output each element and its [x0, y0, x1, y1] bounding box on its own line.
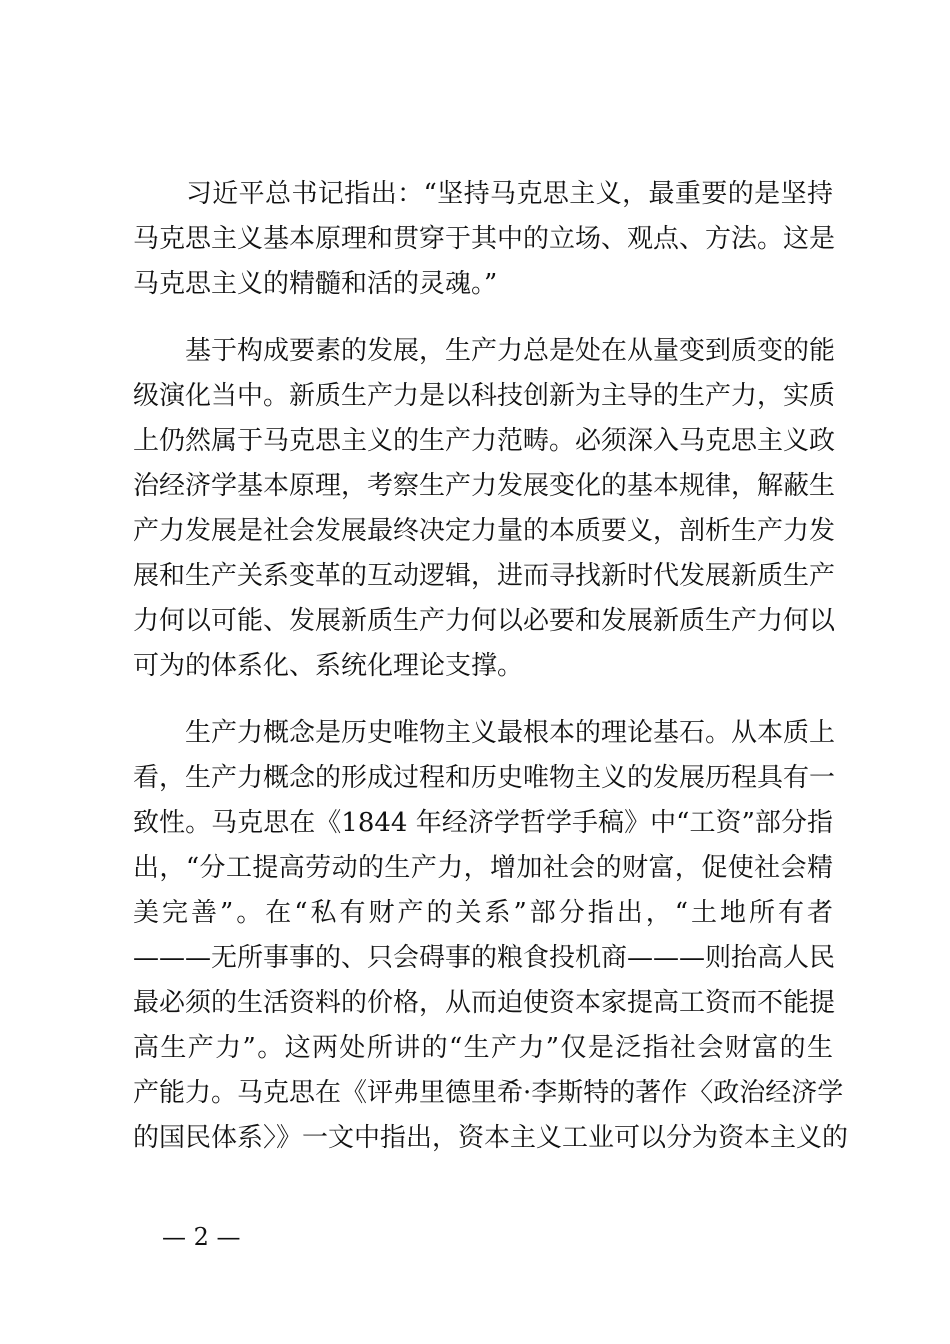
paragraph-1-line-1: 习近平总书记指出：“坚持马克思主义，最重要的是坚持 [133, 179, 833, 209]
paragraph-3-line-7: 最必须的生活资料的价格，从而迫使资本家提高工资而不能提 [133, 988, 836, 1018]
paragraph-3-line-2: 看，生产力概念的形成过程和历史唯物主义的发展历程具有一 [133, 763, 836, 793]
paragraph-2-line-2: 级演化当中。新质生产力是以科技创新为主导的生产力，实质 [133, 381, 836, 411]
paragraph-1-line-2: 马克思主义基本原理和贯穿于其中的立场、观点、方法。这是 [133, 224, 836, 254]
paragraph-2-line-5: 产力发展是社会发展最终决定力量的本质要义，剖析生产力发 [133, 516, 836, 546]
paragraph-3-line-4: 出，“分工提高劳动的生产力，增加社会的财富，促使社会精 [133, 853, 833, 883]
paragraph-3-line-10: 的国民体系〉》一文中指出，资本主义工业可以分为资本主义的 [133, 1123, 849, 1153]
paragraph-2-line-7: 力何以可能、发展新质生产力何以必要和发展新质生产力何以 [133, 606, 836, 636]
paragraph-3-line-5: 美完善”。在“私有财产的关系”部分指出，“土地所有者 [133, 898, 833, 928]
paragraph-2-line-6: 展和生产关系变革的互动逻辑，进而寻找新时代发展新质生产 [133, 561, 836, 591]
paragraph-1-line-3: 马克思主义的精髓和活的灵魂。” [133, 269, 498, 299]
paragraph-3-line-3: 致性。马克思在《1844 年经济学哲学手稿》中“工资”部分指 [133, 808, 833, 838]
paragraph-3-line-9: 产能力。马克思在《评弗里德里希·李斯特的著作〈政治经济学 [133, 1078, 844, 1108]
page-number: — 2 — [162, 1223, 241, 1251]
paragraph-3-line-1: 生产力概念是历史唯物主义最根本的理论基石。从本质上 [133, 718, 836, 748]
paragraph-3-line-6: ———无所事事的、只会碍事的粮食投机商———则抬高人民 [133, 943, 836, 973]
paragraph-2-line-3: 上仍然属于马克思主义的生产力范畴。必须深入马克思主义政 [133, 426, 836, 456]
paragraph-3-line-8: 高生产力”。这两处所讲的“生产力”仅是泛指社会财富的生 [133, 1033, 833, 1063]
paragraph-2-line-4: 治经济学基本原理，考察生产力发展变化的基本规律，解蔽生 [133, 471, 836, 501]
paragraph-2-line-8: 可为的体系化、系统化理论支撑。 [133, 651, 524, 681]
paragraph-2-line-1: 基于构成要素的发展，生产力总是处在从量变到质变的能 [133, 336, 836, 366]
